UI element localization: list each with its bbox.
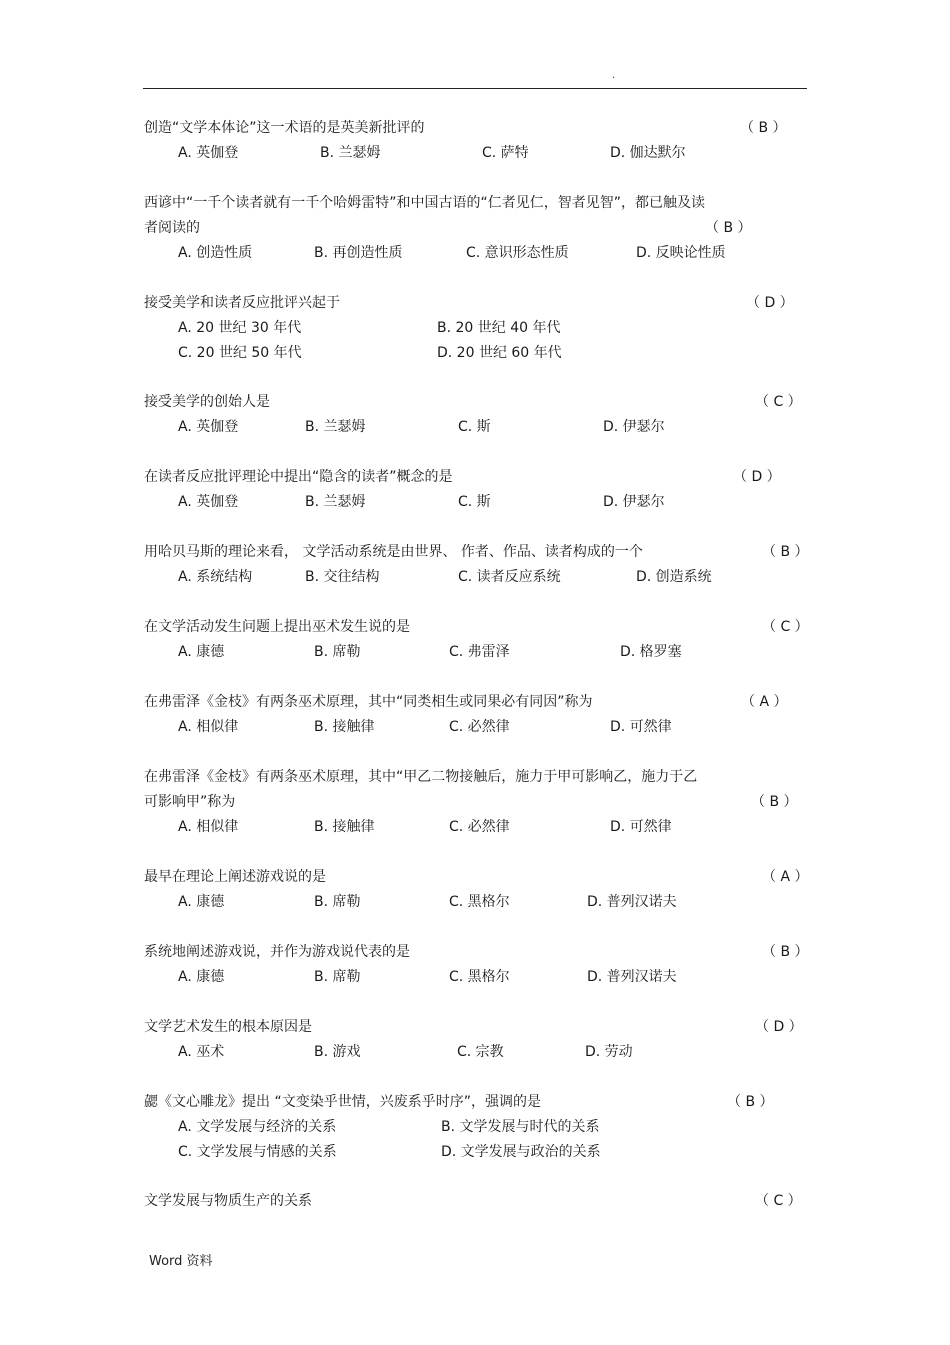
option-d: D. 普列汉诺夫 <box>587 969 677 985</box>
option-b: B. 交往结构 <box>305 569 380 585</box>
question-stem-line-2: 可影响甲”称为 <box>144 794 236 810</box>
option-d: D. 伊瑟尔 <box>603 419 665 435</box>
option-c: C. 读者反应系统 <box>458 569 561 585</box>
answer-key: （ C ） <box>755 394 802 410</box>
option-b: B. 兰瑟姆 <box>320 145 381 161</box>
option-c: C. 萨特 <box>482 145 529 161</box>
option-b: B. 席勒 <box>314 644 361 660</box>
option-d: D. 20 世纪 60 年代 <box>437 345 562 361</box>
option-c: C. 黑格尔 <box>449 894 510 910</box>
question-stem: 系统地阐述游戏说，并作为游戏说代表的是 <box>144 944 410 960</box>
option-c: C. 宗教 <box>457 1044 504 1060</box>
question-stem: 在弗雷泽《金枝》有两条巫术原理，其中“甲乙二物接触后，施力于甲可影响乙，施力于乙 <box>144 769 698 785</box>
footer-label: Word 资料 <box>149 1254 213 1269</box>
question-stem: 在文学活动发生问题上提出巫术发生说的是 <box>144 619 410 635</box>
option-a: A. 康德 <box>178 894 225 910</box>
question-stem: 接受美学和读者反应批评兴起于 <box>144 295 340 311</box>
question-stem: 接受美学的创始人是 <box>144 394 270 410</box>
answer-key: （ B ） <box>727 1094 774 1110</box>
answer-key: （ B ） <box>762 544 809 560</box>
option-c: C. 斯 <box>458 494 491 510</box>
option-a: A. 创造性质 <box>178 245 253 261</box>
option-a: A. 康德 <box>178 644 225 660</box>
question-stem: 最早在理论上阐述游戏说的是 <box>144 869 326 885</box>
question-stem: 在读者反应批评理论中提出“隐含的读者”概念的是 <box>144 469 453 485</box>
option-d: D. 普列汉诺夫 <box>587 894 677 910</box>
header-rule <box>143 88 807 89</box>
option-c: C. 黑格尔 <box>449 969 510 985</box>
question-stem: 文学发展与物质生产的关系 <box>144 1193 312 1209</box>
question-stem: 用哈贝马斯的理论来看， 文学活动系统是由世界、 作者、作品、读者构成的一个 <box>144 544 643 560</box>
question-stem: 西谚中“一千个读者就有一千个哈姆雷特”和中国古语的“仁者见仁，智者见智”，都已触及读 <box>144 195 706 211</box>
option-b: B. 兰瑟姆 <box>305 419 366 435</box>
answer-key: （ B ） <box>740 120 787 136</box>
answer-key: （ C ） <box>755 1193 802 1209</box>
option-a: A. 文学发展与经济的关系 <box>178 1119 337 1135</box>
option-a: A. 相似律 <box>178 819 239 835</box>
option-d: D. 创造系统 <box>636 569 712 585</box>
answer-key: （ B ） <box>751 794 798 810</box>
answer-key: （ D ） <box>755 1019 803 1035</box>
option-a: A. 相似律 <box>178 719 239 735</box>
option-b: B. 20 世纪 40 年代 <box>437 320 561 336</box>
option-b: B. 兰瑟姆 <box>305 494 366 510</box>
question-stem: 文学艺术发生的根本原因是 <box>144 1019 312 1035</box>
option-c: C. 必然律 <box>449 819 510 835</box>
answer-key: （ D ） <box>733 469 781 485</box>
option-c: C. 文学发展与情感的关系 <box>178 1144 337 1160</box>
option-a: A. 巫术 <box>178 1044 225 1060</box>
header-mark: . <box>612 70 616 81</box>
answer-key: （ B ） <box>705 220 752 236</box>
option-a: A. 20 世纪 30 年代 <box>178 320 302 336</box>
option-d: D. 可然律 <box>610 819 672 835</box>
answer-key: （ A ） <box>741 694 788 710</box>
option-b: B. 再创造性质 <box>314 245 403 261</box>
option-a: A. 康德 <box>178 969 225 985</box>
answer-key: （ C ） <box>762 619 809 635</box>
option-a: A. 英伽登 <box>178 145 239 161</box>
answer-key: （ B ） <box>762 944 809 960</box>
option-b: B. 席勒 <box>314 969 361 985</box>
question-stem: 勰《文心雕龙》提出 “文变染乎世情，兴废系乎时序”，强调的是 <box>144 1094 541 1110</box>
option-d: D. 伽达默尔 <box>610 145 686 161</box>
option-b: B. 席勒 <box>314 894 361 910</box>
option-b: B. 接触律 <box>314 719 375 735</box>
option-d: D. 伊瑟尔 <box>603 494 665 510</box>
option-c: C. 斯 <box>458 419 491 435</box>
option-c: C. 意识形态性质 <box>466 245 569 261</box>
option-d: D. 格罗塞 <box>620 644 682 660</box>
question-stem: 在弗雷泽《金枝》有两条巫术原理，其中“同类相生或同果必有同因”称为 <box>144 694 593 710</box>
option-b: B. 文学发展与时代的关系 <box>441 1119 600 1135</box>
question-stem: 创造“文学本体论”这一术语的是英美新批评的 <box>144 120 425 136</box>
option-a: A. 英伽登 <box>178 419 239 435</box>
option-b: B. 游戏 <box>314 1044 361 1060</box>
option-a: A. 英伽登 <box>178 494 239 510</box>
question-stem-line-2: 者阅读的 <box>144 220 200 236</box>
option-d: D. 可然律 <box>610 719 672 735</box>
option-b: B. 接触律 <box>314 819 375 835</box>
option-d: D. 劳动 <box>585 1044 633 1060</box>
option-c: C. 弗雷泽 <box>449 644 510 660</box>
option-d: D. 反映论性质 <box>636 245 726 261</box>
option-d: D. 文学发展与政治的关系 <box>441 1144 601 1160</box>
option-c: C. 20 世纪 50 年代 <box>178 345 302 361</box>
answer-key: （ A ） <box>762 869 809 885</box>
option-c: C. 必然律 <box>449 719 510 735</box>
answer-key: （ D ） <box>746 295 794 311</box>
option-a: A. 系统结构 <box>178 569 253 585</box>
